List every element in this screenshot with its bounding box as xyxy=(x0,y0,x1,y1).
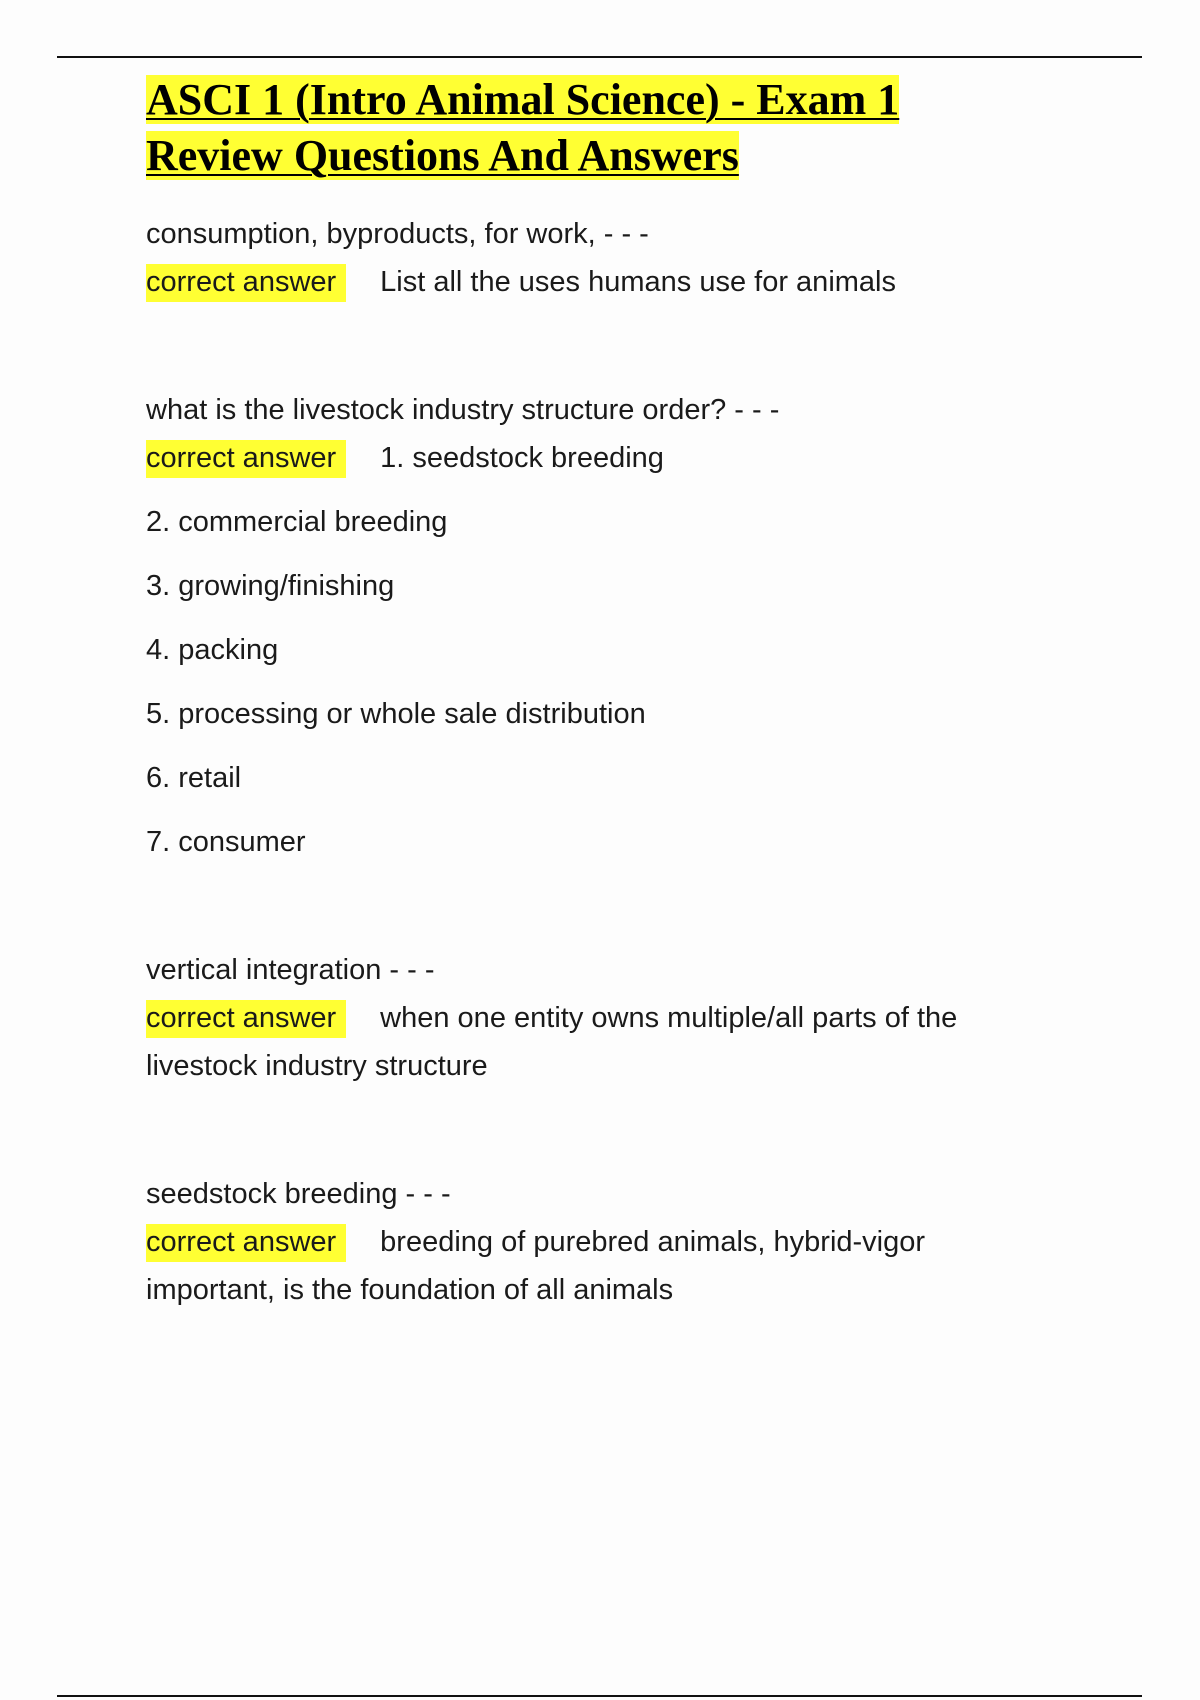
answer-continuation: important, is the foundation of all animals xyxy=(146,1274,674,1306)
question-text: what is the livestock industry structure order? - - - xyxy=(146,394,780,426)
list-item: 7. consumer xyxy=(146,826,306,858)
list-item: 4. packing xyxy=(146,634,279,666)
document-title xyxy=(146,72,1106,184)
answer-text: 1. seedstock breeding xyxy=(380,442,664,474)
question-text: seedstock breeding - - - xyxy=(146,1178,451,1210)
answer-text: breeding of purebred animals, hybrid-vigor xyxy=(380,1226,926,1258)
qa-item-1 xyxy=(146,210,1106,306)
correct-answer-label: correct answer xyxy=(146,440,346,478)
answer-continuation: livestock industry structure xyxy=(146,1050,488,1082)
document-body xyxy=(146,72,1106,1314)
question-text: vertical integration - - - xyxy=(146,954,435,986)
title-line-1: ASCI 1 (Intro Animal Science) - Exam 1 xyxy=(146,75,900,124)
qa-item-2 xyxy=(146,386,1106,866)
list-item: 3. growing/finishing xyxy=(146,570,395,602)
answer-line xyxy=(146,1218,1106,1266)
list-item: 2. commercial breeding xyxy=(146,506,448,538)
qa-item-4 xyxy=(146,1170,1106,1314)
answer-line xyxy=(146,994,1106,1042)
correct-answer-label: correct answer xyxy=(146,1224,346,1262)
answer-line xyxy=(146,258,1106,306)
top-rule xyxy=(57,56,1142,58)
correct-answer-label: correct answer xyxy=(146,1000,346,1038)
list-item: 6. retail xyxy=(146,762,242,794)
list-item: 5. processing or whole sale distribution xyxy=(146,698,646,730)
title-line-2: Review Questions And Answers xyxy=(146,131,739,180)
answer-line xyxy=(146,434,1106,482)
answer-text: List all the uses humans use for animals xyxy=(380,266,896,298)
bottom-rule xyxy=(57,1695,1142,1697)
qa-item-3 xyxy=(146,946,1106,1090)
answer-text: when one entity owns multiple/all parts of the xyxy=(380,1002,958,1034)
question-text: consumption, byproducts, for work, - - - xyxy=(146,218,649,250)
correct-answer-label: correct answer xyxy=(146,264,346,302)
